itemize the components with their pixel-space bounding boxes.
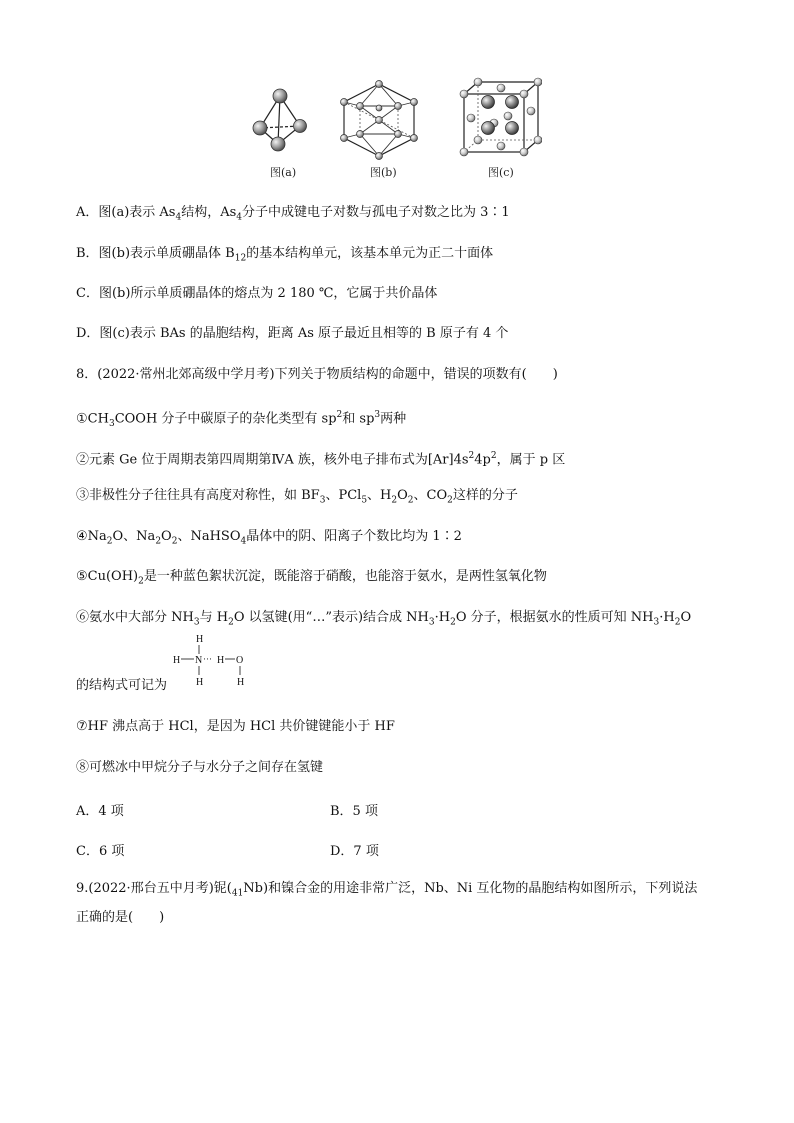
- q8-item-5: $⑤Cu(OH)_2$是一种蓝色絮状沉淀，既能溶于硝酸，也能溶于氨水，是两性氢氧化物: [76, 569, 547, 587]
- figure-b-caption: 图(b): [370, 166, 397, 179]
- q7-option-d: D．图(c)表示 BAs 的晶胞结构，距离 As 原子最近且相等的 B 原子有 4 个: [76, 326, 509, 341]
- struct-h-top: H: [196, 634, 204, 645]
- q7-option-a: A．图(a)表示 $As_4$结构，$As_4$分子中成键电子对数与孤电子对数之比为 3∶1: [76, 205, 510, 223]
- q8-item-6: ⑥氨水中大部分 $NH_3$与 $H_2O$ 以氢键(用“…”表示)结合成 $NH_3\cdot H_2O$ 分子，根据氨水的性质可知 $NH_3\cdot H_2O$: [76, 610, 692, 628]
- struct-n: N: [195, 655, 203, 666]
- figure-a-caption: 图(a): [270, 166, 297, 179]
- q8-option-a: A．4 项: [76, 804, 124, 819]
- q8-option-b: B．5 项: [330, 804, 378, 819]
- struct-hbond: ···: [203, 654, 212, 664]
- q8-item-7: ⑦HF 沸点高于 HCl，是因为 HCl 共价键键能小于 HF: [76, 719, 395, 734]
- q8-option-c: C．6 项: [76, 844, 125, 859]
- q8-item-3: ③非极性分子往往具有高度对称性，如 $BF_3$、PCl$_5$、$H_2O_2$、$CO_2$这样的分子: [76, 488, 518, 506]
- q9-stem-line1: 9.(2022·邢台五中月考)铌$(_{41}Nb)$和镍合金的用途非常广泛，Nb、Ni 互化物的晶胞结构如图所示，下列说法: [76, 881, 698, 899]
- q8-item-2: ②元素 Ge 位于周期表第四周期第ⅣA 族，核外电子排布式为$[Ar]4s^24p^2$，属于 p 区: [76, 451, 566, 468]
- figure-a-tetrahedron: [248, 86, 310, 158]
- figure-b-icosahedron: [338, 80, 420, 160]
- q8-item-6-cont: 的结构式可记为: [76, 678, 168, 693]
- q9-stem-line2: 正确的是( ): [76, 910, 165, 925]
- struct-h-o: H: [237, 677, 245, 688]
- nh3-h2o-structural-formula: [170, 632, 254, 694]
- q8-item-8: ⑧可燃冰中甲烷分子与水分子之间存在氢键: [76, 760, 324, 775]
- struct-h-mid: H: [217, 655, 225, 666]
- struct-h-left: H: [173, 655, 181, 666]
- figure-c-caption: 图(c): [488, 166, 514, 179]
- q8-item-1: $①CH_3COOH$ 分子中碳原子的杂化类型有 $sp^2$和 $sp^3$两种: [76, 410, 407, 429]
- q8-option-d: D．7 项: [330, 844, 379, 859]
- q7-option-b: B．图(b)表示单质硼晶体 $B_{12}$的基本结构单元，该基本单元为正二十面体: [76, 246, 494, 264]
- q8-stem: 8．(2022·常州北郊高级中学月考)下列关于物质结构的命题中，错误的项数有( ): [76, 367, 558, 382]
- q7-option-c: C．图(b)所示单质硼晶体的熔点为 2 180 ℃，它属于共价晶体: [76, 286, 438, 301]
- figure-c-unit-cell: [458, 76, 542, 158]
- struct-h-bottom: H: [196, 677, 204, 688]
- struct-o: O: [236, 655, 244, 666]
- q8-item-4: $④Na_2O$、$Na_2O_2$、NaHSO$_4$晶体中的阴、阳离子个数比均为 1∶2: [76, 529, 462, 547]
